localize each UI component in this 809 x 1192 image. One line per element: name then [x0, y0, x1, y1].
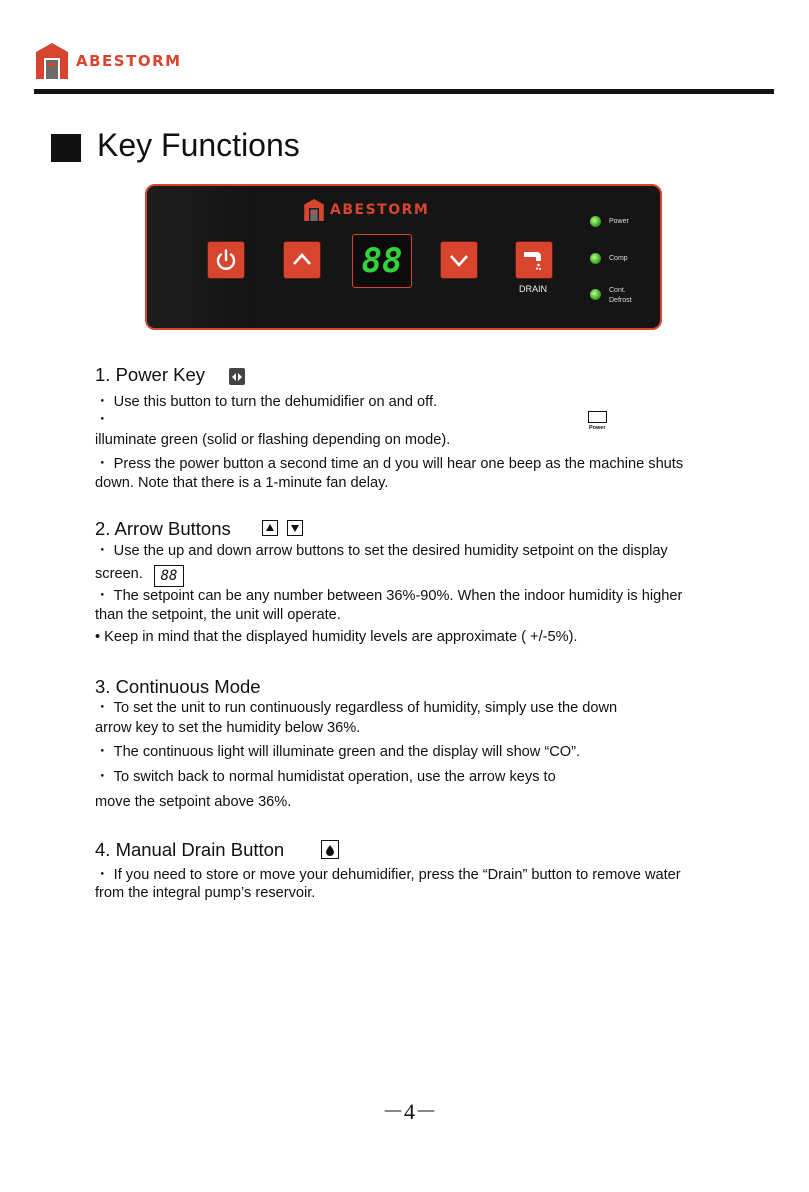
cont-indicator-label: Cont.: [609, 287, 626, 294]
arrow-line-4: than the setpoint, the unit will operate.: [95, 607, 341, 623]
arrow-line-3: ・ The setpoint can be any number between 36%-90%. When the indoor humidity is higher: [95, 588, 683, 604]
brand-name: ABESTORM: [76, 52, 182, 70]
section-heading-continuous-mode: 3. Continuous Mode: [95, 676, 261, 697]
power-indicator-label: Power: [609, 218, 629, 225]
brand-logo: [34, 42, 182, 80]
cont-defrost-indicator-led: [590, 289, 601, 300]
up-arrow-button[interactable]: [283, 241, 321, 279]
page-number: －4－: [382, 1099, 438, 1124]
humidity-display: 88: [352, 234, 412, 288]
page-title: Key Functions: [97, 127, 300, 163]
continuous-line-4: ・ To switch back to normal humidistat operation, use the arrow keys to: [95, 769, 556, 785]
up-arrow-key-icon: [262, 520, 278, 536]
drain-button[interactable]: [515, 241, 553, 279]
power-line-1: ・ Use this button to turn the dehumidifier on and off.: [95, 394, 438, 410]
drain-line-1: ・ If you need to store or move your dehumidifier, press the “Drain” button to remove water: [95, 867, 681, 883]
header-divider: [34, 89, 774, 94]
arrow-line-2: screen.: [95, 566, 143, 582]
power-led-icon: [588, 411, 607, 423]
house-logo-icon: [34, 42, 70, 80]
power-button[interactable]: [207, 241, 245, 279]
continuous-line-5: move the setpoint above 36%.: [95, 794, 292, 810]
continuous-line-2: arrow key to set the humidity below 36%.: [95, 720, 361, 736]
panel-brand-name: ABESTORM: [330, 202, 430, 218]
comp-indicator-led: [590, 253, 601, 264]
section-heading-power-key: 1. Power Key: [95, 364, 206, 385]
power-icon: [214, 248, 238, 272]
continuous-line-1: ・ To set the unit to run continuously regardless of humidity, simply use the down: [95, 700, 618, 716]
down-arrow-key-icon: [287, 520, 303, 536]
panel-brand: [303, 198, 429, 222]
title-bullet-square: [51, 134, 81, 162]
comp-indicator-label: Comp: [609, 255, 628, 262]
chevron-up-icon: [290, 248, 314, 272]
power-led-icon-label: Power: [589, 425, 606, 431]
display-88-icon: 88: [154, 565, 184, 587]
continuous-line-3: ・ The continuous light will illuminate green and the display will show “CO”.: [95, 744, 581, 760]
arrow-line-1: ・ Use the up and down arrow buttons to set the desired humidity setpoint on the display: [95, 543, 668, 559]
down-arrow-button[interactable]: [440, 241, 478, 279]
power-key-icon: [229, 368, 245, 385]
power-line-2: ・: [95, 412, 110, 428]
drain-line-2: from the integral pump’s reservoir.: [95, 885, 316, 901]
power-indicator-led: [590, 216, 601, 227]
section-heading-arrow-buttons: 2. Arrow Buttons: [95, 518, 231, 539]
power-line-3: illuminate green (solid or flashing depending on mode).: [95, 432, 451, 448]
defrost-indicator-label: Defrost: [609, 297, 632, 304]
drain-key-icon: [321, 840, 339, 859]
section-heading-manual-drain: 4. Manual Drain Button: [95, 839, 285, 860]
control-panel: [145, 184, 662, 330]
arrow-line-5: • Keep in mind that the displayed humidity levels are approximate ( +/-5%).: [95, 629, 578, 645]
house-logo-icon: [303, 198, 325, 222]
power-line-5: down. Note that there is a 1-minute fan delay.: [95, 475, 389, 491]
drain-label: DRAIN: [519, 284, 548, 294]
power-line-4: ・ Press the power button a second time an d you will hear one beep as the machine shuts: [95, 456, 684, 472]
faucet-icon: [521, 247, 547, 273]
chevron-down-icon: [447, 248, 471, 272]
